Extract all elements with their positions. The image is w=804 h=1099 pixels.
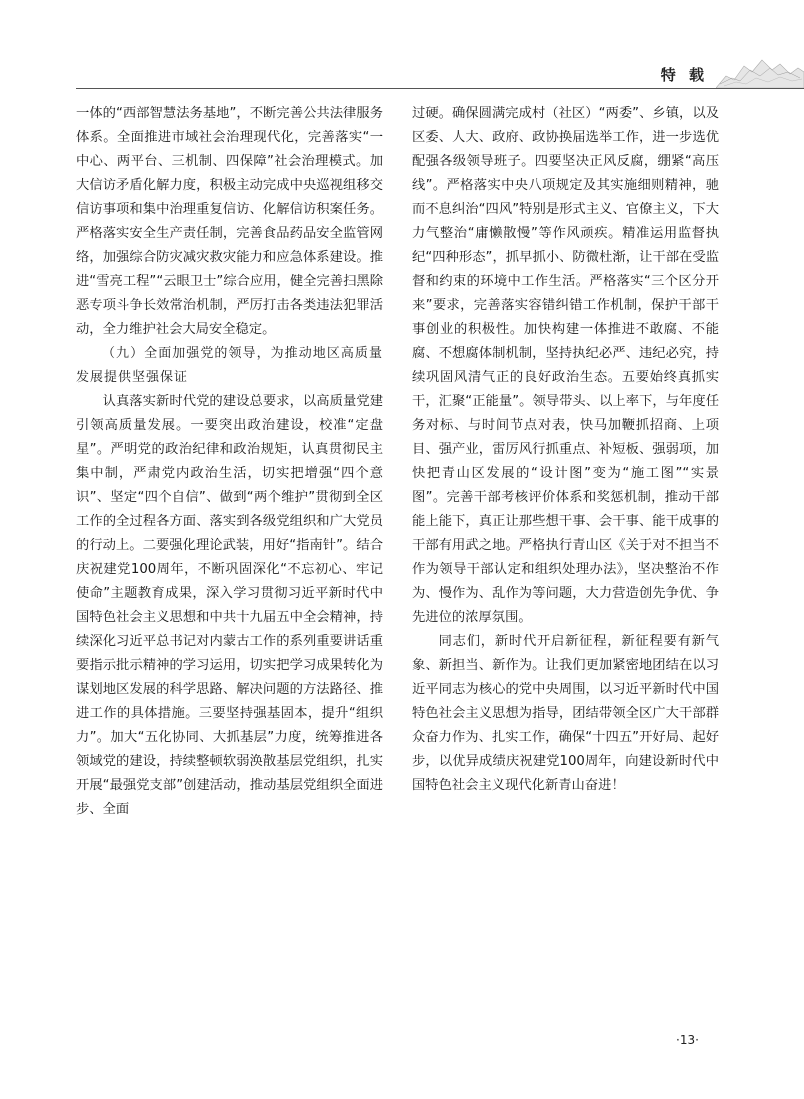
paragraph: 认真落实新时代党的建设总要求，以高质量党建引领高质量发展。一要突出政治建设，校准“定盘星”。严明党的政治纪律和政治规矩，认真贯彻民主集中制，严肃党内政治生活，切实把增强“四个意识”、坚定“四个自信”、做到“两个维护”贯彻到全区工作的全过程各方面、落实到各级党组织和广大党员的行动上。二要强化理论武装，用好“指南针”。结合庆祝建党100周年，不断巩固深化“不忘初心、牢记使命”主题教育成果，深入学习贯彻习近平新时代中国特色社会主义思想和中共十九届五中全会精神，持续深化习近平总书记对内蒙古工作的系列重要讲话重要指示批示精神的学习运用，切实把学习成果转化为谋划地区发展的科学思路、解决问题的方法路径、推进工作的具体措施。三要坚持强基固本，提升“组织力”。加大“五化协同、大抓基层”力度，统筹推进各领域党的建设，持续整顿软弱涣散基层党组织，扎实开展“最强党支部”创建活动，推动基层党组织全面进步、全面 (76, 394, 383, 817)
closing-paragraph: 同志们，新时代开启新征程，新征程要有新气象、新担当、新作为。让我们更加紧密地团结在以习近平同志为核心的党中央周围，以习近平新时代中国特色社会主义思想为指导，团结带领全区广大干部群众奋力作为、扎实工作，确保“十四五”开好局、起好步，以优异成绩庆祝建党100周年，向建设新时代中国特色社会主义现代化新青山奋进！ (412, 634, 719, 793)
mountain-decoration-icon (716, 48, 804, 88)
page-header (0, 0, 804, 100)
page-number: ·13· (676, 1033, 699, 1047)
left-column (76, 102, 383, 822)
paragraph-continued: 过硬。确保圆满完成村（社区）“两委”、乡镇，以及区委、人大、政府、政协换届选举工作，进一步选优配强各级领导班子。四要坚决正风反腐，绷紧“高压线”。严格落实中央八项规定及其实施细则精神，驰而不息纠治“四风”特别是形式主义、官僚主义，下大力气整治“庸懒散慢”等作风顽疾。精准运用监督执纪“四种形态”，抓早抓小、防微杜渐，让干部在受监督和约束的环境中工作生活。严格落实“三个区分开来”要求，完善落实容错纠错工作机制，保护干部干事创业的积极性。加快构建一体推进不敢腐、不能腐、不想腐体制机制，坚持执纪必严、违纪必究，持续巩固风清气正的良好政治生态。五要始终真抓实干，汇聚“正能量”。领导带头、以上率下，与年度任务对标、与时间节点对表，快马加鞭抓招商、上项目、强产业，雷厉风行抓重点、补短板、强弱项，加快把青山区发展的“设计图”变为“施工图”“实景图”。完善干部考核评价体系和奖惩机制，推动干部能上能下，真正让那些想干事、会干事、能干成事的干部有用武之地。严格执行青山区《关于对不担当不作为领导干部认定和组织处理办法》，坚决整治不作为、慢作为、乱作为等问题，大力营造创先争优、争先进位的浓厚氛围。 (412, 106, 719, 625)
section-title: 特 载 (660, 66, 708, 84)
section-subheading: （九）全面加强党的领导，为推动地区高质量发展提供坚强保证 (76, 346, 383, 385)
paragraph-continued: 一体的“西部智慧法务基地”，不断完善公共法律服务体系。全面推进市域社会治理现代化，完善落实“一中心、两平台、三机制、四保障”社会治理模式。加大信访矛盾化解力度，积极主动完成中央巡视组移交信访事项和集中治理重复信访、化解信访积案任务。严格落实安全生产责任制，完善食品药品安全监管网络，加强综合防灾减灾救灾能力和应急体系建设。推进“雪亮工程”“云眼卫士”综合应用，健全完善扫黑除恶专项斗争长效常治机制，严厉打击各类违法犯罪活动，全力维护社会大局安全稳定。 (76, 106, 383, 337)
header-rule (76, 88, 804, 89)
right-column (412, 102, 719, 798)
